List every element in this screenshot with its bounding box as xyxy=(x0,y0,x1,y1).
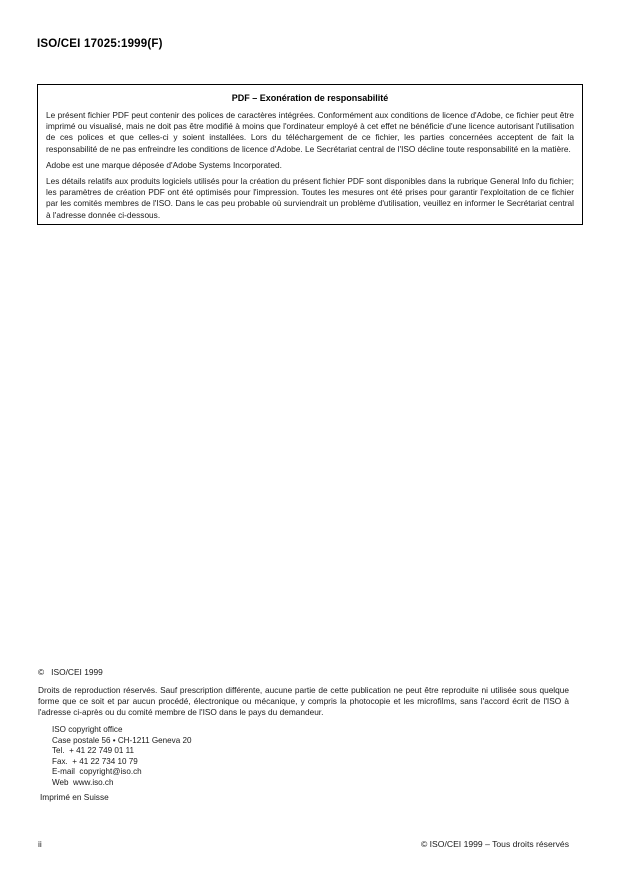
footer-copyright-notice: © ISO/CEI 1999 – Tous droits réservés xyxy=(420,839,569,849)
address-postal-line: Case postale 56 • CH-1211 Geneva 20 xyxy=(52,735,192,745)
pdf-disclaimer-box xyxy=(37,84,583,225)
disclaimer-paragraph-license: Le présent fichier PDF peut contenir des polices de caractères intégrées. Conformément aux conditions de licence d'Adobe, ce fichier peut être imprimé ou visualisé, mais ne doit pas être modifié à moins que l'ordinateur employé à cet effet ne bénéficie d'une licence autorisant l'utilisation de ces polices et que celles-ci y soient installées. Lors du téléchargement de ce fichier, les parties concernées acceptent de fait la responsabilité de ne pas enfreindre les conditions de licence d'Adobe. Le Secrétariat central de l'ISO décline toute responsabilité en la matière. xyxy=(46,110,574,154)
copyright-section xyxy=(38,667,569,802)
page-footer xyxy=(38,839,569,849)
printed-in-notice: Imprimé en Suisse xyxy=(40,792,109,802)
address-office-line: ISO copyright office xyxy=(52,725,123,734)
page-number: ii xyxy=(38,839,42,849)
disclaimer-paragraph-details: Les détails relatifs aux produits logiciels utilisés pour la création du présent fichier PDF sont disponibles dans la rubrique General Info du fichier; les paramètres de création PDF ont été optimisés pour l'impression. Toutes les mesures ont été prises pour garantir l'exploitation de ce fichier par les comités membres de l'ISO. Dans le cas peu probable où surviendrait un problème d'utilisation, veuillez en informer le Secrétariat central à l'adresse donnée ci-dessous. xyxy=(46,176,574,220)
disclaimer-box-title: PDF – Exonération de responsabilité xyxy=(231,93,389,103)
address-email-line: E-mail copyright@iso.ch xyxy=(52,767,142,776)
iso-address-block xyxy=(52,725,569,788)
document-reference-title: ISO/CEI 17025:1999(F) xyxy=(37,38,163,50)
address-tel-line: Tel. + 41 22 749 01 11 xyxy=(52,746,134,755)
copyright-notice: © ISO/CEI 1999 xyxy=(38,667,103,677)
reproduction-rights-paragraph: Droits de reproduction réservés. Sauf prescription différente, aucune partie de cette publication ne peut être reproduite ni utilisée sous quelque forme que ce soit et par aucun procédé, électronique ou mécanique, y compris la photocopie et les microfilms, sans l'accord écrit de l'ISO à l'adresse ci-après ou du comité membre de l'ISO dans le pays du demandeur. xyxy=(38,685,569,717)
disclaimer-paragraph-trademark: Adobe est une marque déposée d'Adobe Systems Incorporated. xyxy=(46,159,282,170)
address-web-line: Web www.iso.ch xyxy=(52,777,114,787)
address-fax-line: Fax. + 41 22 734 10 79 xyxy=(52,756,138,766)
